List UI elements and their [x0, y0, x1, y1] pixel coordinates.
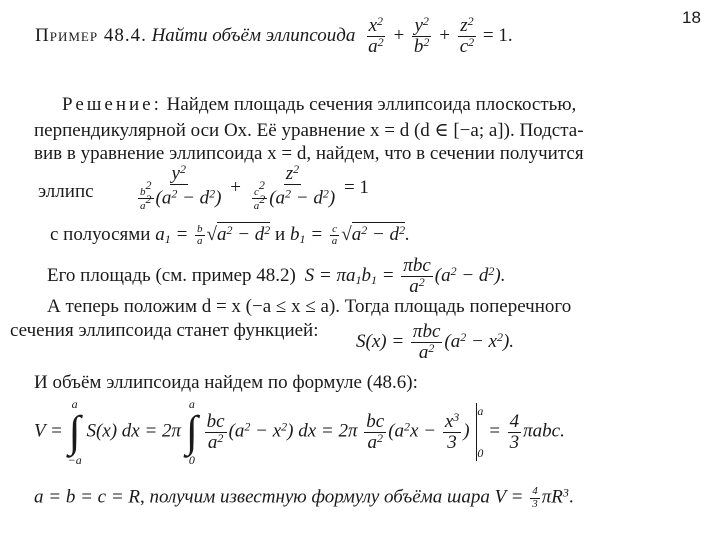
solution-label: Решение: [62, 94, 162, 115]
semiaxes-prefix: с полуосями [50, 224, 151, 245]
example-heading [35, 16, 513, 57]
now-line: А теперь положим d = x (−a ≤ x ≤ a). Тогда площадь поперечного [47, 296, 572, 317]
function-line: сечения эллипсоида станет функцией: [10, 320, 319, 341]
area-function: S(x) = $\frac{\text{πbc}}{a^2}$ $(a^2 - x^2)$. [356, 321, 515, 363]
volume-line: И объём эллипсоида найдем по формуле (48.6): [34, 372, 418, 393]
solution-line-2: перпендикулярной оси Ox. Её уравнение x = d (d ∈ [−a; a]). Подста- [34, 120, 584, 141]
example-label: Пример 48.4. [35, 24, 147, 46]
and-word: и [275, 224, 286, 245]
volume-formula: V = a ∫ −a S(x) dx = 2π a ∫ 0 $\frac{bc}{a^2}$ $(a^2 - x^2)$ dx = 2π $\frac{bc}{a^2}$ ($a^2x$ − $\frac{x^3}{3}$ ) a 0 = $\frac{4}{3}$ πabc. [34, 397, 565, 467]
ellipse-equation: $y^2$ $\frac{b^2}{a^2}$ $(a^2 - d^2)$ + $z^2$ $\frac{c^2}{a^2}$ $(a^2 - d^2)$ = 1 [140, 162, 369, 213]
area-line: Его площадь (см. пример 48.2) $S = \pi a_1b_1$ = $\frac{\text{πbc}}{a^2}$ $(a^2 - d^2)$. [47, 255, 506, 297]
slide-number: 18 [682, 8, 701, 27]
final-text: получим известную формулу объёма шара [149, 486, 490, 508]
ellipsoid-equation: $\frac{x^2}{a^2}$ + $\frac{y^2}{b^2}$ + $\frac{z^2}{c^2}$ = 1. [368, 14, 513, 57]
solution-text-1: Найдем площадь сечения эллипсоида плоскостью, [166, 94, 577, 115]
semiaxes-line: с полуосями $a_1$ = $\frac{b}{a}$ $√a^2 - d^2$ и $b_1$ = $\frac{c}{a}$ $√a^2 - d^2$. [50, 222, 410, 248]
solution-line-1 [62, 94, 576, 116]
ellipse-word: эллипс [38, 181, 94, 202]
final-line: a = b = c = R, получим известную формулу объёма шара V = $\frac{4}{3}$ $\pi R^3$. [34, 485, 574, 510]
example-task: Найти объём эллипсоида [151, 24, 356, 46]
solution-line-3: вив в уравнение эллипсоида x = d, найдем, что в сечении получится [34, 143, 584, 164]
area-prefix: Его площадь (см. пример 48.2) [47, 264, 296, 286]
